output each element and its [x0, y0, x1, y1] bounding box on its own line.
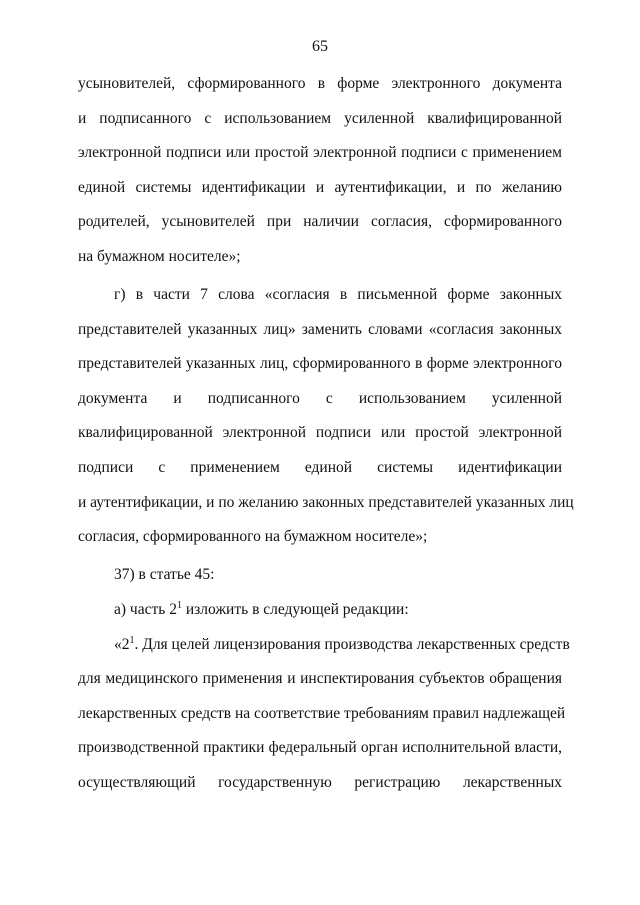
text-line [78, 599, 562, 634]
text-line: и подписанного с использованием усиленной квалифицированной [78, 109, 562, 127]
text-line: лекарственных средств на соответствие требованиям правил надлежащей [78, 704, 566, 722]
text-line: согласия, сформированного на бумажном носителе»; [78, 528, 428, 546]
text-line: и аутентификации, и по желанию законных представителей указанных лиц [78, 493, 574, 511]
text-fragment: . Для целей лицензирования производства лекарственных средств [134, 635, 570, 653]
text-line: представителей указанных лиц, сформированного в форме электронного [78, 355, 562, 373]
text-line: документа и подписанного с использованием усиленной [78, 389, 562, 407]
document-body [78, 73, 574, 806]
text-fragment: а) часть 2 [114, 600, 177, 618]
text-line [78, 634, 570, 669]
text-line: 37) в статье 45: [114, 566, 215, 584]
text-line: производственной практики федеральный орган исполнительной власти, [78, 739, 562, 757]
text-line: усыновителей, сформированного в форме электронного документа [78, 75, 562, 92]
text-line: для медицинского применения и инспектирования субъектов обращения [78, 670, 562, 688]
text-line: подписи с применением единой системы идентификации [78, 459, 562, 477]
text-fragment: «2 [114, 635, 130, 653]
text-line: единой системы идентификации и аутентификации, и по желанию [78, 178, 562, 196]
text-fragment: изложить в следующей редакции: [181, 600, 409, 618]
text-line: осуществляющий государственную регистрацию лекарственных [78, 773, 562, 791]
superscript: 1 [129, 634, 135, 646]
text-line: электронной подписи или простой электронной подписи с применением [78, 144, 562, 162]
text-line: на бумажном носителе»; [78, 247, 241, 265]
text-line: родителей, усыновителей при наличии согласия, сформированного [78, 213, 562, 231]
text-line: представителей указанных лиц» заменить словами «согласия законных [78, 320, 562, 338]
superscript: 1 [176, 599, 182, 611]
text-line: квалифицированной электронной подписи или простой электронной [78, 424, 562, 442]
page-number: 65 [312, 38, 328, 55]
text-line: г) в части 7 слова «согласия в письменной форме законных [114, 286, 562, 304]
